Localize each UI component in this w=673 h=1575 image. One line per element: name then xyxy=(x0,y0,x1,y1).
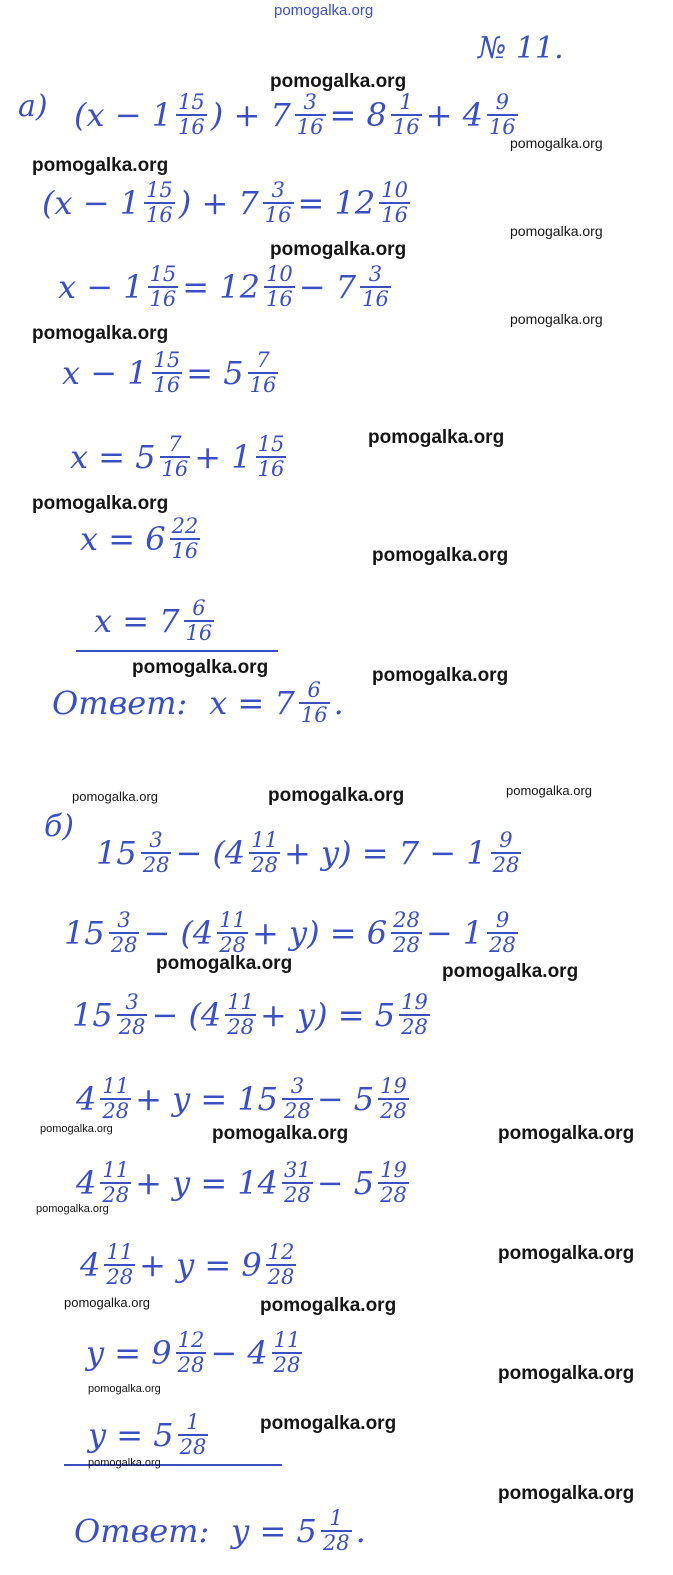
fraction-numerator: 19 xyxy=(401,990,428,1014)
fraction xyxy=(100,1160,131,1206)
expression-text: (x − 1 xyxy=(74,96,173,134)
watermark: pomogalka.org xyxy=(268,785,405,806)
fraction xyxy=(217,910,248,956)
part-b-label xyxy=(44,809,75,844)
watermark: pomogalka.org xyxy=(260,1295,397,1316)
fraction-numerator: 19 xyxy=(380,1074,407,1098)
fraction xyxy=(360,264,391,310)
fraction-numerator: 28 xyxy=(393,908,420,932)
fraction-numerator: 15 xyxy=(257,432,285,456)
fraction-denominator: 28 xyxy=(489,933,516,957)
expression-text: ) + 7 xyxy=(178,184,259,222)
expression-text: . xyxy=(333,684,344,722)
expression-text: 4 xyxy=(76,1164,97,1202)
expression-text: − 4 xyxy=(210,1334,268,1372)
fraction-denominator: 28 xyxy=(179,1435,207,1459)
part-b-line-4 xyxy=(76,1076,413,1122)
fraction-numerator: 11 xyxy=(251,828,279,852)
part-a-line-6 xyxy=(80,516,204,562)
expression-text: б) xyxy=(44,809,75,844)
fraction xyxy=(299,680,330,726)
expression-text: y = 5 xyxy=(231,1512,317,1550)
fraction-denominator: 28 xyxy=(380,1099,407,1123)
fraction-denominator: 16 xyxy=(264,203,292,227)
expression-text: 4 xyxy=(80,1246,101,1284)
fraction-numerator: 3 xyxy=(290,1074,305,1098)
fraction-denominator: 16 xyxy=(171,539,199,563)
fraction-numerator: 7 xyxy=(168,432,182,456)
fraction-denominator: 28 xyxy=(118,1015,146,1039)
fraction-numerator: 22 xyxy=(171,514,199,538)
fraction-numerator: 9 xyxy=(499,828,513,852)
problem-number xyxy=(478,31,564,66)
fraction xyxy=(399,992,430,1038)
expression-text: + y) = 6 xyxy=(252,914,388,952)
fraction-numerator: 15 xyxy=(153,348,181,372)
expression-text: x = 6 xyxy=(80,520,166,558)
expression-text: 15 xyxy=(72,996,113,1034)
part-a-line-4 xyxy=(62,350,282,396)
fraction-denominator: 28 xyxy=(227,1015,255,1039)
fraction-denominator: 28 xyxy=(284,1183,311,1207)
expression-text: + 4 xyxy=(425,96,483,134)
expression-text: y = 9 xyxy=(86,1334,172,1372)
expression-text: а) xyxy=(18,89,48,124)
fraction xyxy=(104,1242,135,1288)
fraction-denominator: 28 xyxy=(267,1265,295,1289)
fraction-numerator: 1 xyxy=(329,1506,343,1530)
watermark: pomogalka.org xyxy=(32,323,169,344)
part-b-answer xyxy=(74,1508,366,1554)
part-b-result xyxy=(88,1412,212,1458)
expression-text: + y) = 5 xyxy=(260,996,396,1034)
watermark: pomogalka.org xyxy=(498,1123,635,1144)
fraction-denominator: 16 xyxy=(161,457,189,481)
watermark: pomogalka.org xyxy=(498,1363,635,1384)
fraction-numerator: 10 xyxy=(381,178,408,202)
expression-text: y = 5 xyxy=(88,1416,174,1454)
fraction xyxy=(225,992,256,1038)
fraction-denominator: 28 xyxy=(142,853,170,877)
watermark: pomogalka.org xyxy=(498,1483,635,1504)
part-a-label xyxy=(18,89,48,124)
expression-text: + y = 14 xyxy=(135,1164,279,1202)
fraction-numerator: 1 xyxy=(399,90,413,114)
fraction xyxy=(378,1160,409,1206)
fraction xyxy=(378,1076,409,1122)
fraction-numerator: 9 xyxy=(495,90,509,114)
fraction-numerator: 3 xyxy=(303,90,317,114)
watermark: pomogalka.org xyxy=(88,1383,161,1395)
fraction xyxy=(117,992,148,1038)
expression-text: 15 xyxy=(64,914,105,952)
fraction-denominator: 28 xyxy=(393,933,420,957)
fraction-denominator: 28 xyxy=(380,1183,407,1207)
fraction-numerator: 10 xyxy=(266,262,293,286)
part-b-line-2 xyxy=(64,910,522,956)
fraction-denominator: 16 xyxy=(249,373,277,397)
fraction xyxy=(379,180,410,226)
fraction-denominator: 28 xyxy=(284,1099,311,1123)
fraction xyxy=(144,180,175,226)
fraction-numerator: 3 xyxy=(149,828,163,852)
fraction-numerator: 6 xyxy=(192,596,206,620)
expression-text: Ответ: xyxy=(74,1512,210,1550)
expression-text: − 7 xyxy=(298,268,357,306)
watermark: pomogalka.org xyxy=(372,665,509,686)
watermark: pomogalka.org xyxy=(510,223,603,239)
expression-text: ) + 7 xyxy=(210,96,291,134)
fraction-numerator: 11 xyxy=(219,908,247,932)
fraction xyxy=(249,830,280,876)
expression-text: − 1 xyxy=(425,914,484,952)
watermark: pomogalka.org xyxy=(506,783,592,798)
part-a-line-5 xyxy=(70,434,290,480)
watermark: pomogalka.org xyxy=(368,427,505,448)
part-a-line-1 xyxy=(74,92,522,138)
part-b-line-5 xyxy=(76,1160,413,1206)
expression-text: Ответ: xyxy=(52,684,188,722)
fraction-denominator: 28 xyxy=(110,933,138,957)
fraction xyxy=(487,910,518,956)
fraction-numerator: 15 xyxy=(149,262,177,286)
fraction-denominator: 16 xyxy=(392,115,420,139)
expression-text: x = 7 xyxy=(209,684,295,722)
fraction-numerator: 31 xyxy=(284,1158,311,1182)
watermark: pomogalka.org xyxy=(510,311,603,327)
watermark: pomogalka.org xyxy=(32,493,169,514)
expression-text: = 5 xyxy=(186,354,244,392)
part-a-result-underline xyxy=(76,650,278,652)
fraction-numerator: 6 xyxy=(307,678,321,702)
fraction-denominator: 16 xyxy=(381,203,408,227)
fraction-denominator: 16 xyxy=(296,115,324,139)
part-a-result xyxy=(94,598,218,644)
watermark: pomogalka.org xyxy=(372,545,509,566)
fraction xyxy=(264,264,295,310)
part-b-line-6 xyxy=(80,1242,300,1288)
fraction xyxy=(321,1508,352,1554)
fraction-numerator: 3 xyxy=(125,990,139,1014)
expression-text: = 12 xyxy=(182,268,260,306)
watermark: pomogalka.org xyxy=(510,135,603,151)
fraction-denominator: 28 xyxy=(251,853,279,877)
fraction-numerator: 11 xyxy=(273,1328,301,1352)
expression-text: . xyxy=(355,1512,366,1550)
part-b-line-3 xyxy=(72,992,434,1038)
watermark: pomogalka.org xyxy=(156,953,293,974)
expression-text: + 1 xyxy=(194,438,252,476)
watermark: pomogalka.org xyxy=(270,71,407,92)
fraction xyxy=(170,516,201,562)
fraction-denominator: 16 xyxy=(362,287,389,311)
fraction-denominator: 28 xyxy=(106,1265,134,1289)
watermark: pomogalka.org xyxy=(32,155,169,176)
fraction-denominator: 28 xyxy=(177,1353,205,1377)
fraction-denominator: 28 xyxy=(273,1353,301,1377)
part-b-line-1 xyxy=(96,830,525,876)
fraction-numerator: 11 xyxy=(106,1240,134,1264)
fraction-numerator: 12 xyxy=(177,1328,205,1352)
expression-text: x − 1 xyxy=(58,268,144,306)
watermark: pomogalka.org xyxy=(88,1457,161,1469)
fraction xyxy=(272,1330,303,1376)
watermark: pomogalka.org xyxy=(442,961,579,982)
fraction-denominator: 28 xyxy=(492,853,520,877)
fraction xyxy=(391,910,422,956)
fraction-numerator: 3 xyxy=(368,262,383,286)
part-a-answer xyxy=(52,680,344,726)
fraction-numerator: 11 xyxy=(102,1158,130,1182)
part-b-line-7 xyxy=(86,1330,306,1376)
fraction-numerator: 3 xyxy=(271,178,285,202)
fraction xyxy=(256,434,287,480)
fraction-denominator: 16 xyxy=(185,621,213,645)
fraction-numerator: 1 xyxy=(186,1410,200,1434)
fraction xyxy=(184,598,215,644)
fraction-numerator: 19 xyxy=(380,1158,407,1182)
fraction xyxy=(100,1076,131,1122)
site-header-watermark: pomogalka.org xyxy=(274,2,374,19)
fraction-numerator: 11 xyxy=(227,990,255,1014)
watermark: pomogalka.org xyxy=(270,239,407,260)
fraction-numerator: 12 xyxy=(267,1240,295,1264)
fraction xyxy=(160,434,191,480)
fraction-denominator: 16 xyxy=(146,203,173,227)
watermark: pomogalka.org xyxy=(72,789,158,804)
fraction xyxy=(148,264,179,310)
fraction-numerator: 7 xyxy=(256,348,270,372)
fraction xyxy=(391,92,422,138)
expression-text: + y) = 7 − 1 xyxy=(284,834,487,872)
expression-text: + y = 15 xyxy=(135,1080,279,1118)
fraction xyxy=(178,1412,209,1458)
watermark: pomogalka.org xyxy=(40,1123,113,1135)
expression-text: x = 7 xyxy=(94,602,180,640)
fraction-denominator: 16 xyxy=(178,115,205,139)
watermark: pomogalka.org xyxy=(260,1413,397,1434)
fraction xyxy=(295,92,326,138)
fraction-denominator: 16 xyxy=(488,115,516,139)
fraction-numerator: 15 xyxy=(146,178,173,202)
fraction xyxy=(248,350,279,396)
expression-text: x − 1 xyxy=(62,354,148,392)
watermark: pomogalka.org xyxy=(212,1123,349,1144)
fraction xyxy=(176,1330,207,1376)
fraction xyxy=(176,92,207,138)
expression-text: № 11. xyxy=(478,31,564,66)
fraction xyxy=(282,1076,313,1122)
fraction xyxy=(141,830,172,876)
expression-text: − 5 xyxy=(316,1164,375,1202)
fraction-denominator: 16 xyxy=(257,457,285,481)
fraction-numerator: 3 xyxy=(117,908,131,932)
expression-text: − (4 xyxy=(175,834,246,872)
expression-text: − (4 xyxy=(151,996,222,1034)
expression-text: (x − 1 xyxy=(42,184,141,222)
fraction xyxy=(266,1242,297,1288)
fraction xyxy=(152,350,183,396)
fraction xyxy=(109,910,140,956)
expression-text: = 12 xyxy=(297,184,376,222)
expression-text: 4 xyxy=(76,1080,97,1118)
expression-text: − 5 xyxy=(316,1080,375,1118)
fraction-denominator: 16 xyxy=(300,703,328,727)
fraction-denominator: 28 xyxy=(219,933,247,957)
watermark: pomogalka.org xyxy=(498,1243,635,1264)
fraction xyxy=(263,180,294,226)
watermark: pomogalka.org xyxy=(64,1295,150,1310)
part-a-line-2 xyxy=(42,180,414,226)
fraction xyxy=(491,830,522,876)
fraction-numerator: 11 xyxy=(102,1074,130,1098)
fraction-numerator: 15 xyxy=(178,90,205,114)
fraction-numerator: 9 xyxy=(495,908,510,932)
watermark: pomogalka.org xyxy=(132,657,269,678)
fraction xyxy=(487,92,518,138)
expression-text: − (4 xyxy=(143,914,214,952)
expression-text: 15 xyxy=(96,834,137,872)
fraction xyxy=(282,1160,313,1206)
fraction-denominator: 28 xyxy=(322,1531,350,1555)
expression-text: x = 5 xyxy=(70,438,156,476)
fraction-denominator: 28 xyxy=(102,1099,130,1123)
fraction-denominator: 28 xyxy=(401,1015,428,1039)
fraction-denominator: 16 xyxy=(266,287,293,311)
fraction-denominator: 16 xyxy=(149,287,177,311)
fraction-denominator: 16 xyxy=(153,373,181,397)
fraction-denominator: 28 xyxy=(102,1183,130,1207)
expression-text: = 8 xyxy=(329,96,387,134)
expression-text: + y = 9 xyxy=(139,1246,262,1284)
watermark: pomogalka.org xyxy=(36,1203,109,1215)
part-a-line-3 xyxy=(58,264,395,310)
